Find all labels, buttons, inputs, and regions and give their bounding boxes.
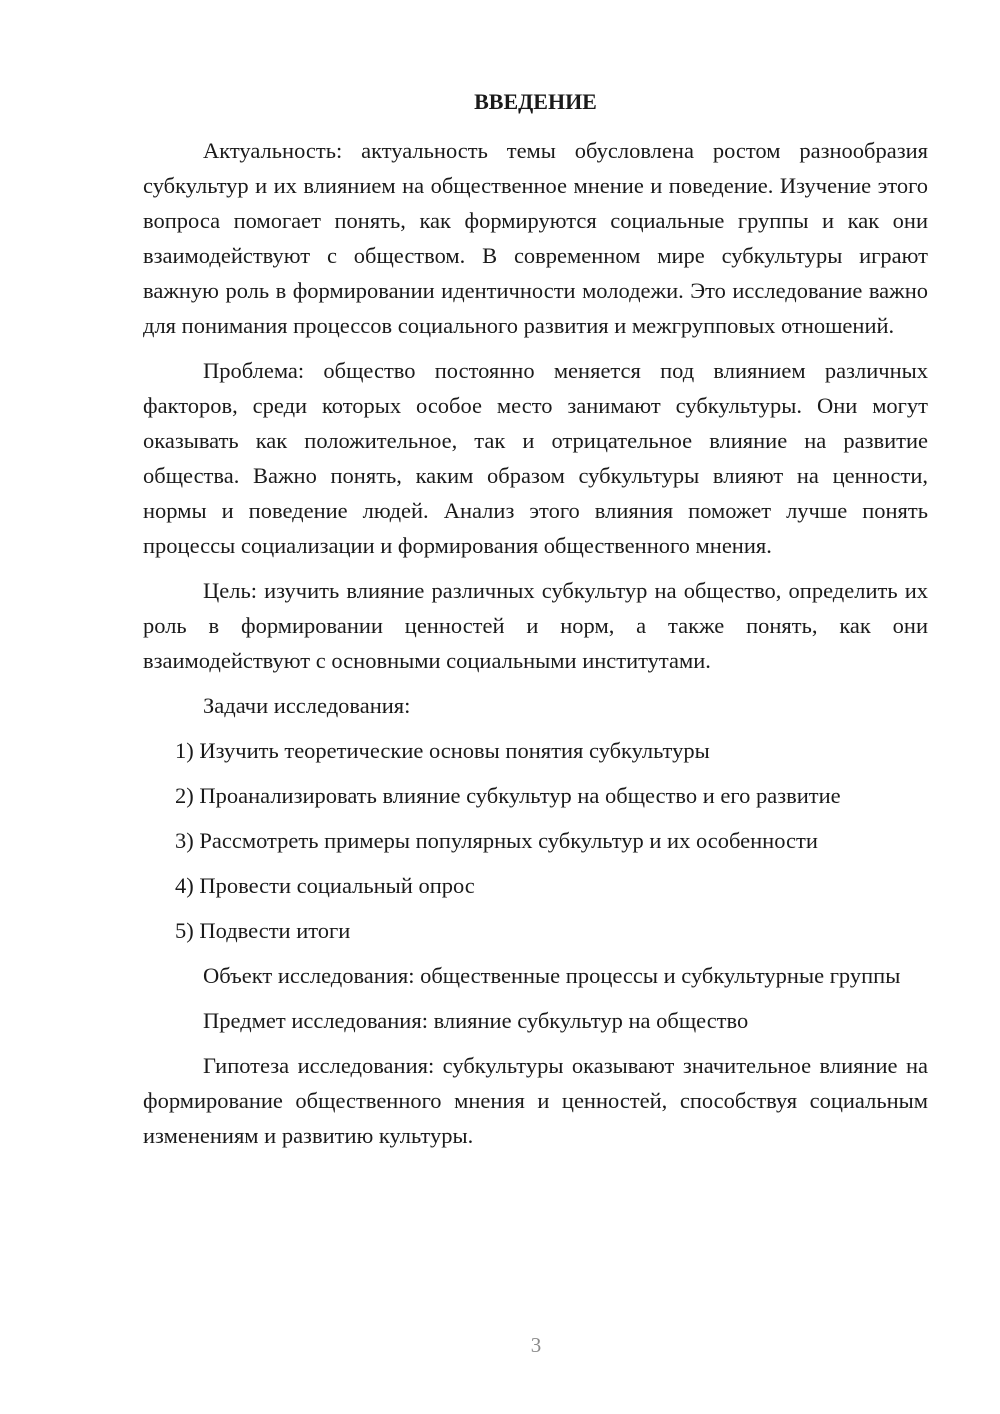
relevance-paragraph: Актуальность: актуальность темы обусловлена ростом разнообразия субкультур и их влиянием на общественное мнение и поведение. Изучение этого вопроса помогает понять, как формируются социальные группы и как они взаимодействуют с обществом. В современном мире субкультуры играют важную роль в формировании идентичности молодежи. Это исследование важно для понимания процессов социального развития и межгрупповых отношений.: [143, 138, 928, 338]
object-paragraph: Объект исследования: общественные процессы и субкультурные группы: [203, 963, 901, 988]
tasks-label: Задачи исследования:: [203, 693, 411, 718]
hypothesis-paragraph: Гипотеза исследования: субкультуры оказывают значительное влияние на формирование общественного мнения и ценностей, способствуя социальным изменениям и развитию культуры.: [143, 1053, 928, 1148]
list-item: 2) Проанализировать влияние субкультур на общество и его развитие: [175, 783, 841, 808]
list-item: 3) Рассмотреть примеры популярных субкультур и их особенности: [175, 828, 818, 853]
page-number: 3: [530, 1333, 542, 1357]
document-page: [143, 88, 928, 1163]
list-item: 5) Подвести итоги: [175, 918, 351, 943]
list-item: 1) Изучить теоретические основы понятия субкультуры: [175, 738, 710, 763]
list-item: 4) Провести социальный опрос: [175, 873, 475, 898]
section-heading: ВВЕДЕНИЕ: [474, 89, 597, 114]
problem-paragraph: Проблема: общество постоянно меняется под влиянием различных факторов, среди которых особое место занимают субкультуры. Они могут оказывать как положительное, так и отрицательное влияние на развитие общества. Важно понять, каким образом субкультуры влияют на ценности, нормы и поведение людей. Анализ этого влияния поможет лучше понять процессы социализации и формирования общественного мнения.: [143, 358, 928, 558]
tasks-list: [143, 733, 928, 948]
subject-paragraph: Предмет исследования: влияние субкультур на общество: [203, 1008, 749, 1033]
goal-paragraph: Цель: изучить влияние различных субкультур на общество, определить их роль в формировании ценностей и норм, а также понять, как они взаимодействуют с основными социальными институтами.: [143, 578, 928, 673]
